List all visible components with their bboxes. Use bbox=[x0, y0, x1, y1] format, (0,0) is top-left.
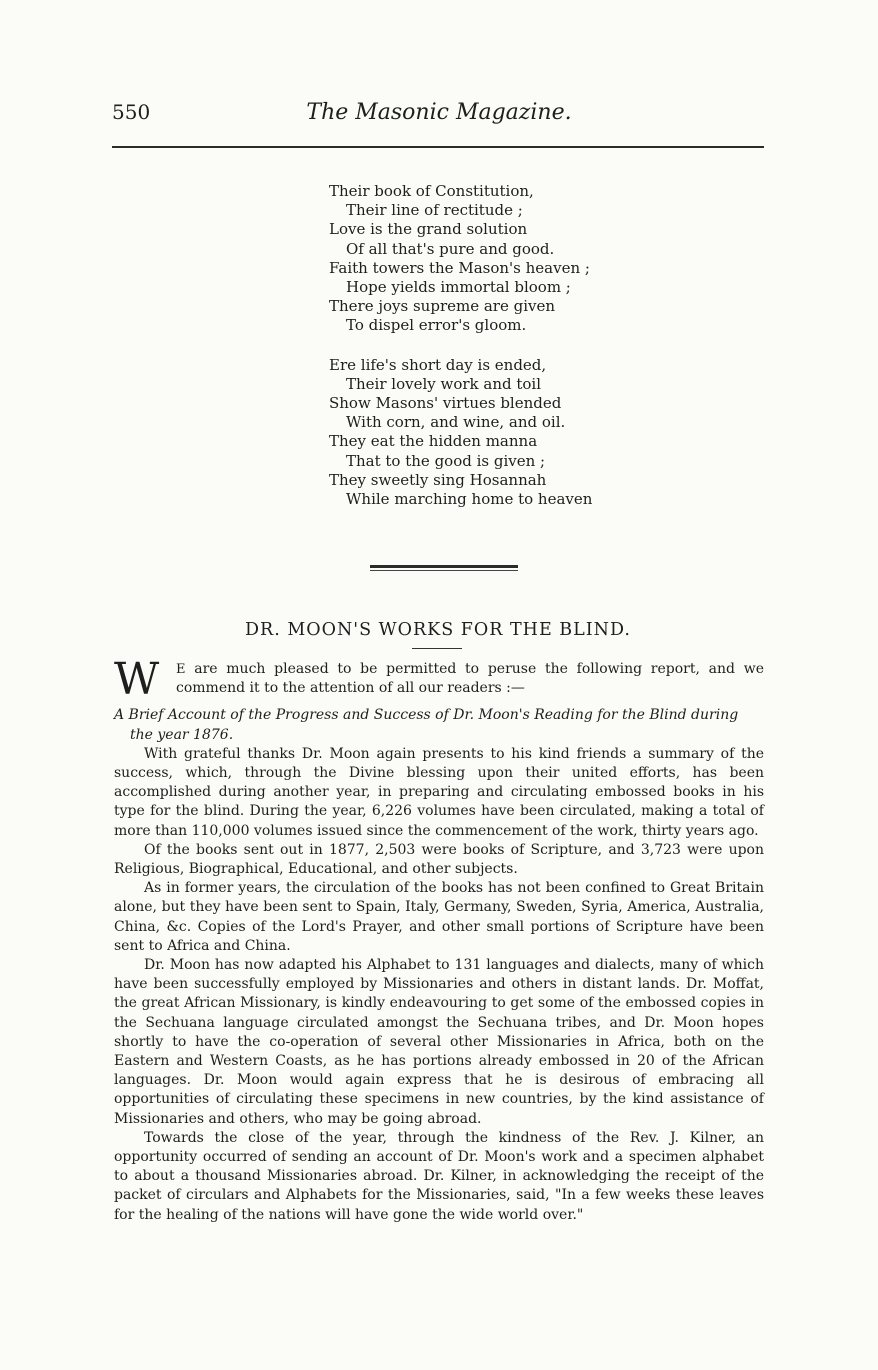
header-rule bbox=[112, 146, 764, 148]
poem bbox=[329, 182, 592, 509]
article-body bbox=[114, 654, 764, 1225]
poem-line: They sweetly sing Hosannah bbox=[329, 470, 547, 489]
paragraph: With grateful thanks Dr. Moon again presents to his kind friends a summary of the success, which, through the Divine blessing upon their united efforts, has been accomplished during another year, in preparing and circulating embossed books in his type for the blind. During the year, 6,226 volumes have been circulated, making a total of more than 110,000 volumes issued since the commencement of the work, thirty years ago. bbox=[114, 745, 764, 839]
poem-line: They eat the hidden manna bbox=[329, 432, 538, 451]
article-title: DR. MOON'S WORKS FOR THE BLIND. bbox=[245, 620, 631, 640]
poem-line: Of all that's pure and good. bbox=[346, 239, 555, 258]
section-divider bbox=[370, 565, 518, 568]
paragraph: Towards the close of the year, through the kindness of the Rev. J. Kilner, an opportunity occurred of sending an account of Dr. Moon's work and a specimen alphabet to about a thousand Missionaries abroad. Dr. Kilner, in acknowledging the receipt of the packet of circulars and Alphabets for the Missionaries, said, "In a few weeks these leaves for the healing of the nations will have gone the wide world over." bbox=[114, 1129, 764, 1223]
poem-line: Ere life's short day is ended, bbox=[329, 355, 547, 374]
section-divider-thin bbox=[370, 570, 518, 571]
poem-stanza bbox=[329, 356, 592, 510]
running-title: The Masonic Magazine. bbox=[306, 100, 572, 125]
paragraph: As in former years, the circulation of the books has not been confined to Great Britain alone, but they have been sent to Spain, Italy, Germany, Sweden, Syria, America, Australia, China, &c. Copies of the Lord's Prayer, and other small portions of Scripture have been sent to Africa and China. bbox=[114, 880, 764, 954]
poem-line: Their lovely work and toil bbox=[346, 374, 542, 393]
poem-stanza bbox=[329, 182, 592, 336]
poem-line: That to the good is given ; bbox=[346, 451, 546, 470]
page-header bbox=[112, 100, 766, 130]
report-title: A Brief Account of the Progress and Success of Dr. Moon's Reading for the Blind during the year 1876. bbox=[114, 707, 739, 743]
poem-line: Faith towers the Mason's heaven ; bbox=[329, 258, 590, 277]
intro-caps: E bbox=[176, 662, 186, 677]
intro-text: are much pleased to be permitted to peruse the following report, and we commend it to the attention of all our readers :— bbox=[176, 661, 764, 697]
poem-line: While marching home to heaven bbox=[346, 490, 593, 509]
drop-cap: W bbox=[114, 654, 160, 705]
poem-line: With corn, and wine, and oil. bbox=[346, 413, 566, 432]
paragraph: Of the books sent out in 1877, 2,503 were books of Scripture, and 3,723 were upon Religious, Biographical, Educational, and other subjects. bbox=[114, 841, 764, 878]
title-rule bbox=[412, 648, 462, 649]
poem-line: Their book of Constitution, bbox=[329, 182, 534, 200]
article-intro bbox=[114, 654, 764, 705]
poem-line: Their line of rectitude ; bbox=[346, 201, 523, 220]
page-number: 550 bbox=[112, 100, 151, 124]
poem-line: Show Masons' virtues blended bbox=[329, 394, 562, 413]
paragraph: Dr. Moon has now adapted his Alphabet to 131 languages and dialects, many of which have been successfully employed by Missionaries and others in distant lands. Dr. Moffat, the great African Missionary, is kindly endeavouring to get some of the embossed copies in the Sechuana language circulated amongst the Sechuana tribes, and Dr. Moon hopes shortly to have the co-operation of several other Missionaries in Africa, both on the Eastern and Western Coasts, as he has portions already embossed in 20 of the African languages. Dr. Moon would again express that he is desirous of embracing all opportunities of circulating these specimens in new countries, by the kind assistance of Missionaries and others, who may be going abroad. bbox=[114, 957, 764, 1127]
poem-line: There joys supreme are given bbox=[329, 297, 556, 316]
poem-line: Love is the grand solution bbox=[329, 220, 528, 239]
poem-line: To dispel error's gloom. bbox=[346, 316, 527, 335]
poem-line: Hope yields immortal bloom ; bbox=[346, 278, 571, 297]
